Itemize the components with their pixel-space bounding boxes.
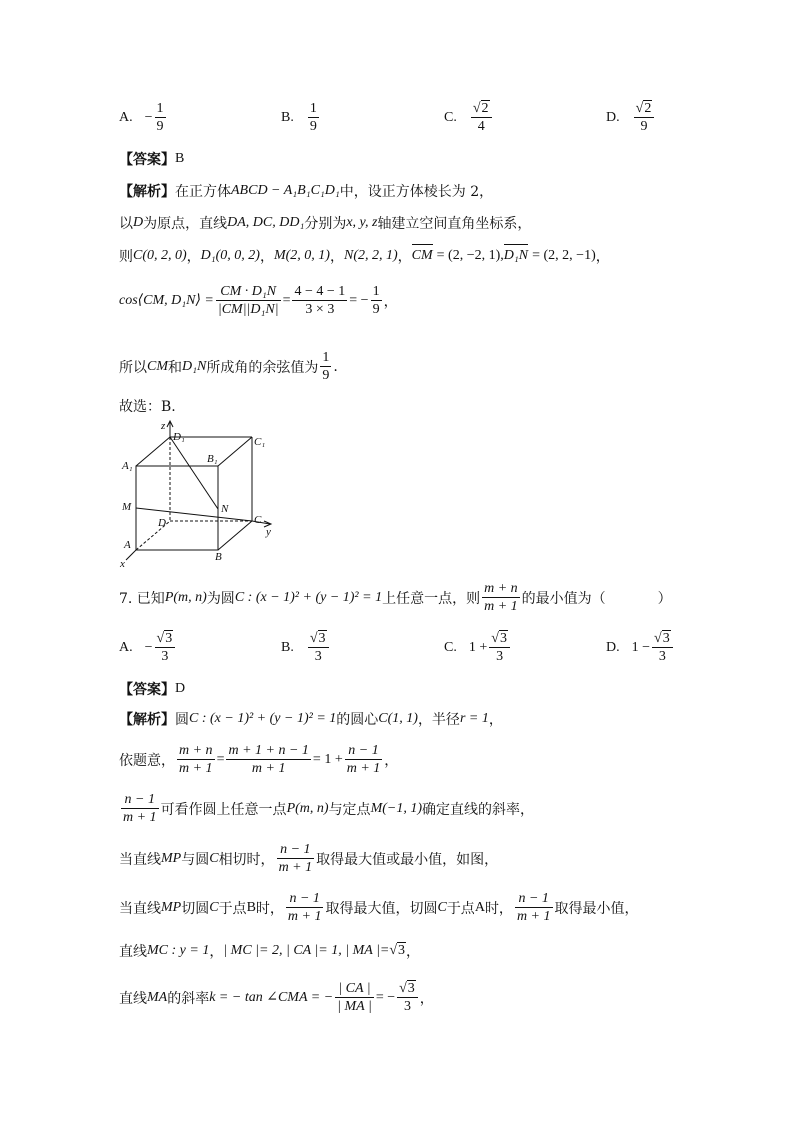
- label-d1: D₁: [173, 431, 185, 443]
- option-label: A.: [119, 109, 133, 125]
- fraction: $\frac{√3}{3}$: [155, 630, 176, 665]
- label-a: A: [124, 539, 131, 551]
- answer-value: B: [175, 151, 185, 166]
- q7-option-a: A. − $\frac{√3}{3}$: [119, 630, 177, 665]
- label-c: C: [254, 514, 262, 526]
- fraction: $\frac{√3}{3}$: [308, 630, 329, 665]
- fraction: $\frac{1}{9}$: [309, 101, 317, 134]
- fraction: $\frac{√3}{3}$: [652, 630, 673, 665]
- q6-analysis-line-1: 【解析】 在正方体 ABCD − A₁B₁C₁D₁ 中，设正方体棱长为 2，: [119, 183, 494, 200]
- label-z: z: [161, 420, 166, 432]
- option-label: C.: [444, 109, 457, 125]
- fraction: $\frac{n - 1}{m + 1}$: [278, 842, 313, 875]
- fraction: $\frac{m + n}{m + 1}$: [179, 743, 213, 776]
- option-label: B.: [281, 109, 294, 125]
- q7-analysis-line-7: 直线 MA 的斜率 k = − tan ∠CMA = − $\frac{| CA |}{| MA |}$ = − $\frac{√3}{3}$ ，: [119, 981, 434, 1014]
- fraction: $\frac{√3}{3}$: [397, 980, 418, 1015]
- q7-analysis-line-3: $\frac{n - 1}{m + 1}$ 可看作圆上任意一点 P(m, n) 与定点 M(−1, 1) 确定直线的斜率，: [123, 792, 534, 825]
- label-a1: A₁: [122, 460, 133, 472]
- q7-option-c: C. 1 + $\frac{√3}{3}$: [444, 630, 512, 665]
- q7-analysis-line-1: 【解析】 圆 C : (x − 1)² + (y − 1)² = 1 的圆心 C(1, 1) ，半径 r = 1 ，: [119, 711, 503, 728]
- x-axis: [126, 550, 136, 560]
- label-b: B: [215, 551, 222, 563]
- q6-option-b: [281, 100, 321, 135]
- q7-analysis-line-2: 依题意， $\frac{m + n}{m + 1}$ = $\frac{m + 1 + n - 1}{m + 1}$ = 1 + $\frac{n - 1}{m + 1}$ ，: [119, 743, 399, 776]
- q6-analysis-cos: cos⟨CM, D₁N⟩ = $\frac{\text{CM · D₁N}}{\text{|CM||D₁N|}}$ = $\frac{4 - 4 - 1}{3 \times 3}$ = − $\frac{1}{9}$ ，: [119, 284, 398, 317]
- fraction: $\frac{n - 1}{m + 1}$: [346, 743, 381, 776]
- q7-stem: 7. 已知 P(m, n) 为圆 C : (x − 1)² + (y − 1)² = 1 上任意一点，则 $\frac{m + n}{m + 1}$ 的最小值为（ ）: [119, 581, 672, 614]
- label-y: y: [266, 526, 271, 538]
- fraction: $\frac{√2}{9}$: [634, 100, 655, 135]
- cube-figure: [118, 418, 288, 570]
- fraction: $\frac{m + n}{m + 1}$: [484, 581, 518, 614]
- fraction: $\frac{√3}{3}$: [489, 630, 510, 665]
- option-label: D.: [606, 109, 620, 125]
- q6-analysis-line-5: 所以 CM 和 D₁N 所成角的余弦值为 $\frac{1}{9}$ .: [119, 350, 338, 383]
- fraction: $\frac{1}{9}$: [322, 350, 330, 383]
- fraction: $\frac{4 - 4 - 1}{3 \times 3}$: [294, 284, 346, 317]
- fraction: $\frac{| CA |}{| MA |}$: [337, 981, 372, 1014]
- q6-analysis-line-2: 以 D 为原点，直线 DA, DC, DD₁ 分别为 x, y, z 轴建立空间直角坐标系，: [119, 215, 532, 232]
- q6-option-c: [444, 100, 494, 135]
- fraction: $\frac{√2}{4}$: [471, 100, 492, 135]
- q6-option-a: A. − $\frac{1}{9}$: [119, 101, 164, 134]
- q6-analysis-line-3: 则 C(0, 2, 0) ， D₁(0, 0, 2) ， M(2, 0, 1) ， N(2, 2, 1) ， CM = (2, −2, 1), D₁N = (2, 2, −1) ，: [119, 248, 610, 265]
- fraction: $\frac{1}{9}$: [156, 101, 164, 134]
- label-m: M: [122, 501, 132, 513]
- q6-choose: 故选：B.: [119, 399, 176, 415]
- label-c1: C₁: [254, 436, 266, 448]
- fraction: $\frac{1}{9}$: [372, 284, 380, 317]
- answer-tag: 【答案】: [119, 152, 175, 168]
- fraction: $\frac{n - 1}{m + 1}$: [123, 792, 157, 825]
- q7-option-b: B. $\frac{√3}{3}$: [281, 630, 331, 665]
- q6-option-d: [606, 100, 656, 135]
- q7-analysis-line-5: 当直线 MP 切圆 C 于点 B 时， $\frac{n - 1}{m + 1}$ 取得最大值，切圆 C 于点 A 时， $\frac{n - 1}{m + 1}$ 取得最小值，: [119, 891, 639, 924]
- q6-answer: [119, 149, 184, 169]
- fraction: $\frac{\text{CM · D₁N}}{\text{|CM||D₁N|}}$: [217, 284, 279, 317]
- label-d: D: [158, 517, 166, 529]
- label-b1: B₁: [207, 453, 218, 465]
- fraction: $\frac{n - 1}{m + 1}$: [287, 891, 322, 924]
- fraction: $\frac{n - 1}{m + 1}$: [516, 891, 551, 924]
- cube-front-face: [136, 466, 218, 550]
- label-n: N: [221, 503, 229, 515]
- q7-answer: 【答案】 D: [119, 681, 186, 698]
- fraction: $\frac{m + 1 + n - 1}{m + 1}$: [228, 743, 309, 776]
- q7-analysis-line-4: 当直线 MP 与圆 C 相切时， $\frac{n - 1}{m + 1}$ 取得最大值或最小值，如图，: [119, 842, 499, 875]
- label-x: x: [120, 558, 125, 570]
- q7-option-d: D. 1 − $\frac{√3}{3}$: [606, 630, 675, 665]
- q7-analysis-line-6: 直线 MC : y = 1 ， | MC |= 2, | CA |= 1, | MA |= √3 ，: [119, 943, 421, 960]
